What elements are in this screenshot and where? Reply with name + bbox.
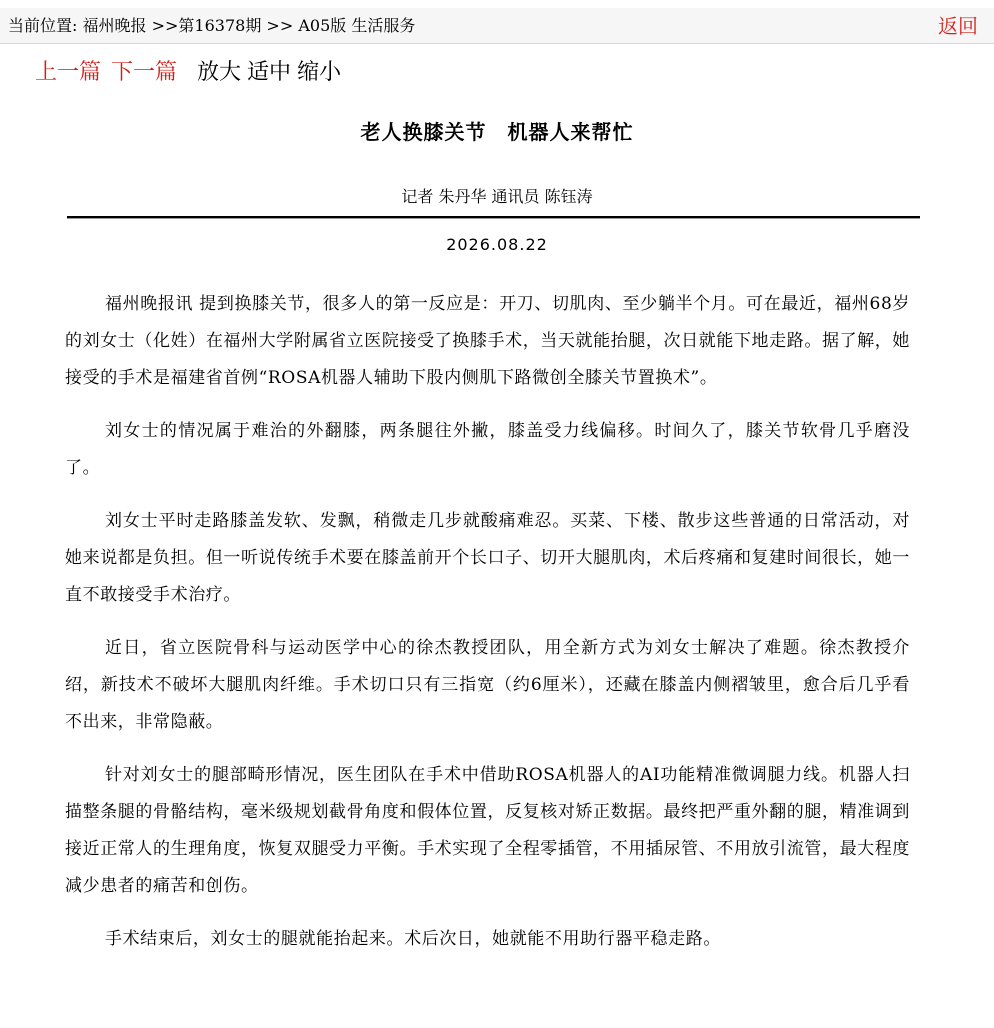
article-byline: 记者 朱丹华 通讯员 陈钰涛 xyxy=(401,187,593,206)
zoom-fit-link[interactable]: 适中 xyxy=(247,60,292,85)
breadcrumb-issue-link[interactable]: 第16378期 xyxy=(178,16,262,35)
article-paragraph: 针对刘女士的腿部畸形情况，医生团队在手术中借助ROSA机器人的AI功能精准微调腿力线。机器人扫描整条腿的骨骼结构，毫米级规划截骨角度和假体位置，反复核对矫正数据。最终把严重外翻的腿，精准调到接近正常人的生理角度，恢复双腿受力平衡。手术实现了全程零插管，不用插尿管、不用放引流管，最大程度减少患者的痛苦和创伤。 xyxy=(65,765,910,896)
breadcrumb-prefix: 当前位置: xyxy=(8,16,78,35)
article-paragraph: 刘女士的情况属于难治的外翻膝，两条腿往外撇，膝盖受力线偏移。时间久了，膝关节软骨几乎磨没了。 xyxy=(65,421,910,478)
article-paragraph: 刘女士平时走路膝盖发软、发飘，稍微走几步就酸痛难忍。买菜、下楼、散步这些普通的日常活动，对她来说都是负担。但一听说传统手术要在膝盖前开个长口子、切开大腿肌肉，术后疼痛和复建时间很长，她一直不敢接受手术治疗。 xyxy=(65,511,910,605)
article-paragraph: 手术结束后，刘女士的腿就能抬起来。术后次日，她就能不用助行器平稳走路。 xyxy=(104,929,721,949)
next-article-link[interactable]: 下一篇 xyxy=(111,60,178,85)
zoom-in-link[interactable]: 放大 xyxy=(197,60,242,85)
breadcrumb-paper-link[interactable]: 福州晚报 xyxy=(82,16,147,35)
prev-article-link[interactable]: 上一篇 xyxy=(35,60,102,85)
breadcrumb-separator: >> xyxy=(266,16,294,35)
breadcrumb xyxy=(8,16,415,36)
article-nav xyxy=(35,58,347,88)
title-divider-shadow xyxy=(67,218,920,219)
article-paragraph: 福州晚报讯 提到换膝关节，很多人的第一反应是：开刀、切肌肉、至少躺半个月。可在最近，福州68岁的刘女士（化姓）在福州大学附属省立医院接受了换膝手术，当天就能抬腿，次日就能下地走路。据了解，她接受的手术是福建省首例“ROSA机器人辅助下股内侧肌下路微创全膝关节置换术”。 xyxy=(65,294,910,388)
article-paragraph: 近日，省立医院骨科与运动医学中心的徐杰教授团队，用全新方式为刘女士解决了难题。徐杰教授介绍，新技术不破坏大腿肌肉纤维。手术切口只有三指宽（约6厘米），还藏在膝盖内侧褶皱里，愈合后几乎看不出来，非常隐蔽。 xyxy=(65,638,910,732)
top-bar xyxy=(0,8,994,44)
breadcrumb-separator: >> xyxy=(151,16,179,35)
breadcrumb-section-link[interactable]: A05版 生活服务 xyxy=(298,16,416,35)
article-body xyxy=(65,286,910,974)
zoom-out-link[interactable]: 缩小 xyxy=(297,60,342,85)
back-link[interactable]: 返回 xyxy=(938,14,978,38)
article-title: 老人换膝关节 机器人来帮忙 xyxy=(360,120,634,144)
article-date: 2026.08.22 xyxy=(446,235,548,254)
